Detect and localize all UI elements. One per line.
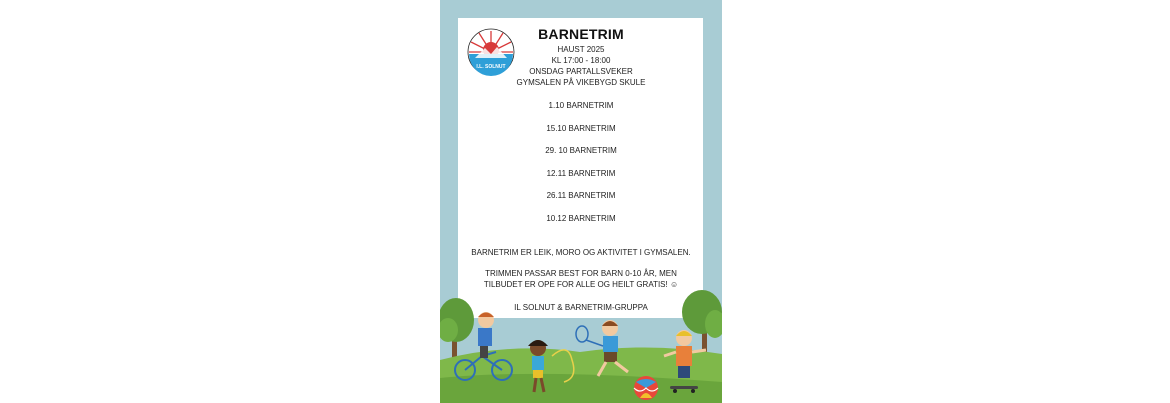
date-item: 15.10 BARNETRIM xyxy=(546,123,616,133)
venue-text: GYMSALEN PÅ VIKEBYGD SKULE xyxy=(516,78,646,87)
signature-text: IL SOLNUT & BARNETRIM-GRUPPA xyxy=(514,303,648,312)
season-text: HAUST 2025 xyxy=(557,45,605,54)
description-text: BARNETRIM ER LEIK, MORO OG AKTIVITET I GYMSALEN. xyxy=(471,248,691,257)
kids-playing-illustration xyxy=(440,290,722,403)
date-item: 1.10 BARNETRIM xyxy=(548,101,614,110)
date-list xyxy=(440,100,722,235)
beach-ball xyxy=(634,376,658,400)
audience-line-1: TRIMMEN PASSAR BEST FOR BARN 0-10 ÅR, MEN xyxy=(485,269,677,278)
date-item: 10.12 BARNETRIM xyxy=(546,213,616,223)
audience-line-2: TILBUDET ER OPE FOR ALLE OG HEILT GRATIS! ☺ xyxy=(483,280,679,289)
poster xyxy=(440,0,722,403)
date-item: 26.11 BARNETRIM xyxy=(546,191,616,200)
weekday-text: ONSDAG PARTALLSVEKER xyxy=(529,67,633,76)
time-text: KL 17:00 - 18:00 xyxy=(551,56,611,65)
logo-text: I.L. SOLNUT xyxy=(476,64,506,70)
poster-title: BARNETRIM xyxy=(538,26,624,42)
date-item: 29. 10 BARNETRIM xyxy=(545,146,617,155)
date-item: 12.11 BARNETRIM xyxy=(546,168,616,178)
